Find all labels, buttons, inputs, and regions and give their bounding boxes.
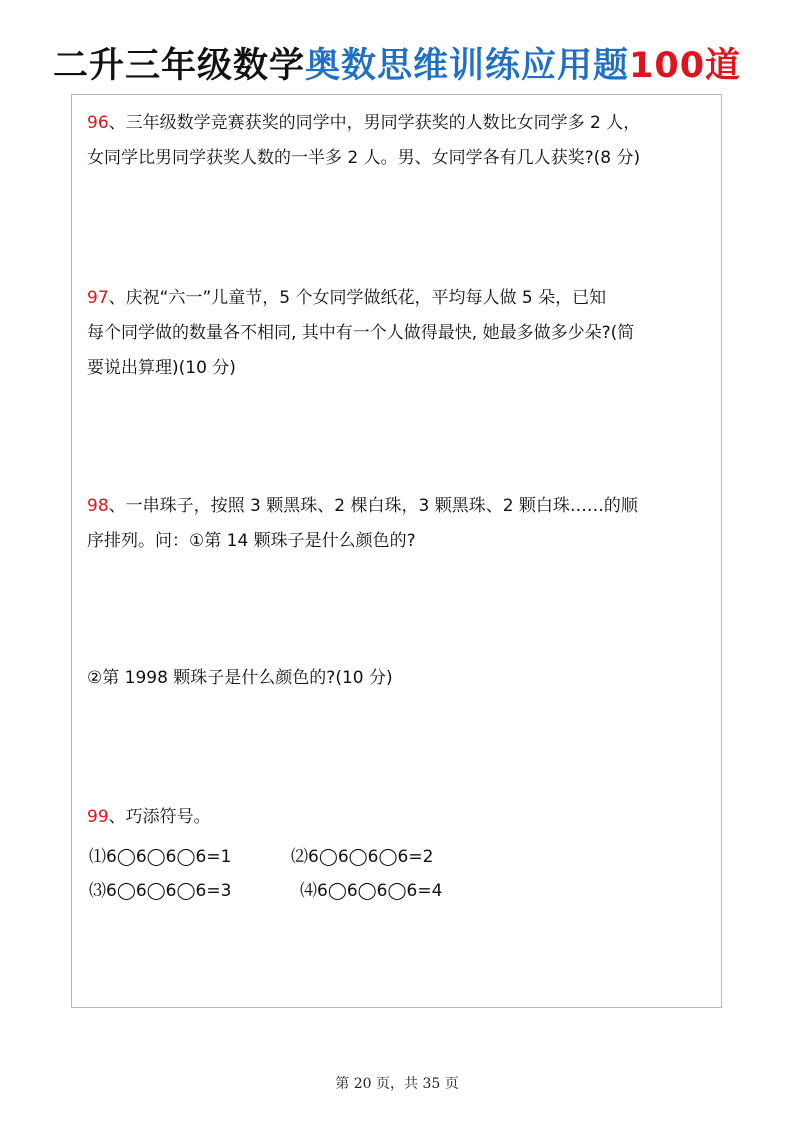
question-text: 、巧添符号。 (108, 807, 211, 827)
page-title (0, 38, 794, 88)
question-text: 、庆祝“六一”儿童节，5 个女同学做纸花，平均每人做 5 朵，已知 (108, 288, 607, 308)
question-97-line-1 (87, 281, 727, 316)
question-98-line-2: 序排列。问：①第 14 颗珠子是什么颜色的? (87, 531, 416, 551)
question-number: 99 (87, 807, 109, 827)
question-97-line-3: 要说出算理)(10 分) (87, 358, 236, 378)
title-part-topic: 奥数思维训练应用题 (304, 46, 629, 86)
page-footer: 第 20 页，共 35 页 (335, 1076, 459, 1092)
question-98-line-1 (87, 489, 727, 524)
title-part-grade: 二升三年级数学 (52, 46, 305, 86)
equation-2: ⑵6◯6◯6◯6=2 (291, 847, 434, 867)
question-number: 97 (87, 288, 109, 308)
equation-3: ⑶6◯6◯6◯6=3 (89, 881, 232, 901)
equation-1: ⑴6◯6◯6◯6=1 (89, 847, 232, 867)
question-99-line-1 (87, 800, 727, 835)
question-98-line-3: ②第 1998 颗珠子是什么颜色的?(10 分) (87, 668, 393, 688)
question-number: 98 (87, 496, 109, 516)
title-part-count: 100道 (628, 46, 742, 86)
question-text: 、三年级数学竞赛获奖的同学中，男同学获奖的人数比女同学多 2 人， (108, 113, 641, 133)
question-text: 、一串珠子，按照 3 颗黑珠、2 棵白珠，3 颗黑珠、2 颗白珠……的顺 (108, 496, 638, 516)
question-number: 96 (87, 113, 109, 133)
equation-4: ⑷6◯6◯6◯6=4 (300, 881, 443, 901)
question-96-line-2: 女同学比男同学获奖人数的一半多 2 人。男、女同学各有几人获奖?(8 分) (87, 148, 641, 168)
question-96-line-1 (87, 106, 727, 141)
question-97-line-2: 每个同学做的数量各不相同, 其中有一个人做得最快, 她最多做多少朵?(简 (87, 323, 635, 343)
